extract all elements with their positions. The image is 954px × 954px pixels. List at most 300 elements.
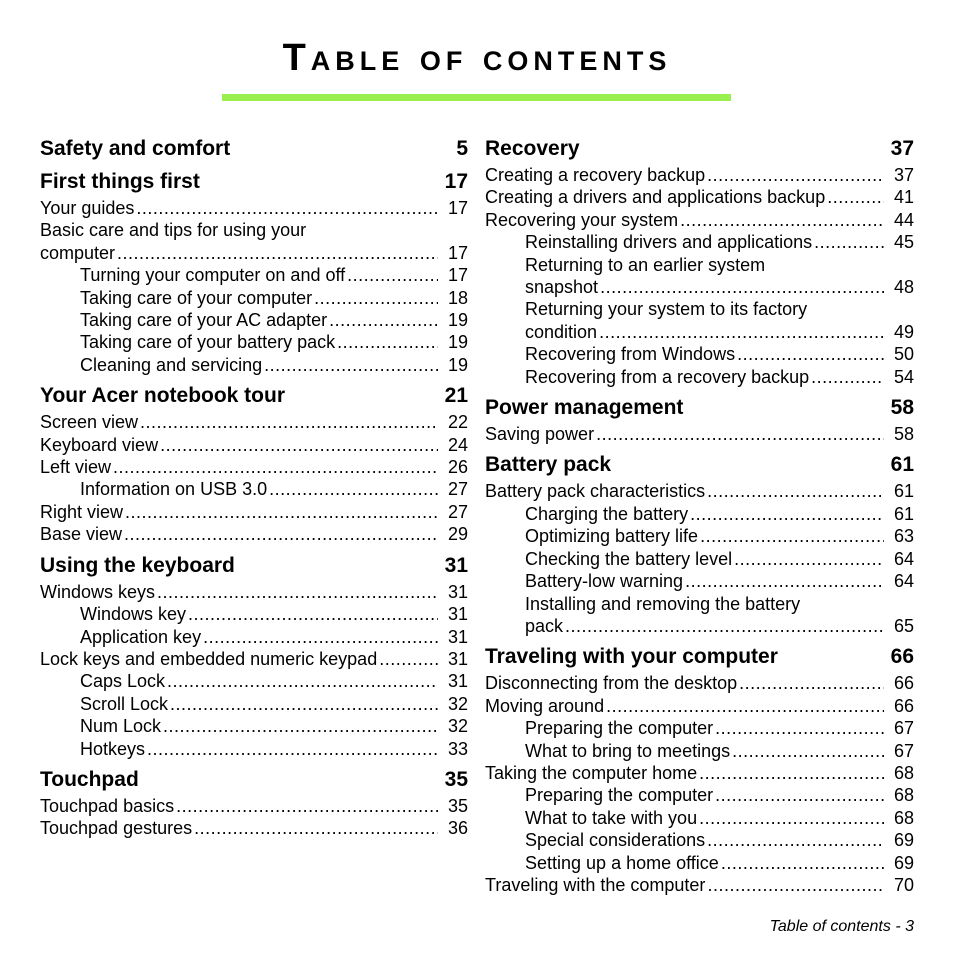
section-heading[interactable]	[485, 644, 914, 670]
entry-label-line	[525, 807, 886, 829]
toc-subentry[interactable]	[40, 478, 468, 500]
entry-label-line	[525, 343, 886, 365]
entry-page-number: 31	[447, 581, 468, 602]
entry-body	[40, 411, 440, 433]
entry-body	[40, 648, 440, 670]
dot-leader	[599, 321, 884, 343]
entry-body	[525, 829, 886, 851]
toc-entry[interactable]	[485, 672, 914, 694]
toc-subentry[interactable]	[485, 570, 914, 592]
entry-page-number: 35	[447, 795, 468, 816]
toc-subentry[interactable]	[485, 852, 914, 874]
section-heading[interactable]	[40, 767, 468, 793]
entry-label: Preparing the computer	[525, 785, 714, 806]
dot-leader	[734, 548, 884, 570]
entry-body	[40, 817, 440, 839]
entry-label: Taking care of your battery pack	[80, 332, 336, 353]
entry-body	[525, 343, 886, 365]
entry-label: Creating a drivers and applications backup	[485, 187, 826, 208]
toc-entry[interactable]	[485, 423, 914, 445]
entry-label-line1: Basic care and tips for using your	[40, 220, 307, 241]
entry-label: Scroll Lock	[80, 693, 169, 714]
toc-section	[485, 452, 914, 637]
dot-leader	[811, 366, 884, 388]
entry-body	[40, 456, 440, 478]
dot-leader	[147, 738, 438, 760]
entry-label-line	[80, 354, 440, 376]
entry-label-line1: Returning to an earlier system	[525, 254, 766, 275]
dot-leader	[188, 603, 438, 625]
dot-leader	[269, 478, 438, 500]
entry-page-number: 66	[893, 673, 914, 694]
entry-label-line	[80, 309, 440, 331]
entry-page-number: 31	[447, 604, 468, 625]
section-heading[interactable]	[485, 452, 914, 478]
entry-body	[80, 264, 440, 286]
section-title: Battery pack	[485, 453, 612, 477]
entry-label: What to bring to meetings	[525, 740, 731, 761]
entry-page-number: 22	[447, 412, 468, 433]
entry-label: Turning your computer on and off	[80, 265, 346, 286]
entry-body	[525, 852, 886, 874]
entry-label: Charging the battery	[525, 503, 689, 524]
toc-section	[485, 644, 914, 896]
section-page-number: 35	[444, 767, 468, 791]
dot-leader	[680, 209, 884, 231]
toc-subentry[interactable]	[40, 603, 468, 625]
toc-subentry[interactable]	[485, 298, 914, 343]
section-title: Traveling with your computer	[485, 645, 778, 669]
section-page-number: 58	[890, 396, 914, 420]
entry-label: Taking care of your computer	[80, 287, 313, 308]
entry-body	[40, 219, 440, 264]
toc-subentry[interactable]	[40, 626, 468, 648]
entry-page-number: 65	[893, 615, 914, 636]
section-page-number: 21	[444, 384, 468, 408]
toc-subentry[interactable]	[485, 525, 914, 547]
entry-label: Taking care of your AC adapter	[80, 310, 328, 331]
entry-label-line	[485, 164, 886, 186]
dot-leader	[827, 186, 884, 208]
toc-entry[interactable]	[485, 695, 914, 717]
entry-label: Keyboard view	[40, 434, 159, 455]
entry-body	[525, 503, 886, 525]
section-title: Your Acer notebook tour	[40, 384, 286, 408]
entry-label: Preparing the computer	[525, 718, 714, 739]
toc-subentry[interactable]	[40, 309, 468, 331]
toc-section	[40, 169, 468, 376]
section-heading[interactable]	[485, 395, 914, 421]
entry-page-number: 68	[893, 785, 914, 806]
entry-page-number: 54	[893, 366, 914, 387]
entry-body	[80, 693, 440, 715]
dot-leader	[814, 231, 884, 253]
entry-label-line	[80, 603, 440, 625]
entry-label-line	[40, 817, 440, 839]
dot-leader	[715, 717, 884, 739]
entry-page-number: 19	[447, 332, 468, 353]
entry-label: Reinstalling drivers and applications	[525, 232, 813, 253]
entry-body	[485, 164, 886, 186]
entry-label: pack	[525, 615, 564, 636]
entry-body	[485, 874, 886, 896]
entry-label: Application key	[80, 626, 202, 647]
toc-subentry[interactable]	[40, 670, 468, 692]
dot-leader	[739, 672, 884, 694]
entry-label: Taking the computer home	[485, 762, 698, 783]
entry-page-number: 37	[893, 165, 914, 185]
dot-leader	[160, 434, 438, 456]
toc-subentry[interactable]	[40, 354, 468, 376]
entry-page-number: 61	[893, 503, 914, 524]
entry-page-number: 18	[447, 287, 468, 308]
entry-body	[485, 209, 886, 231]
entry-body	[80, 354, 440, 376]
toc-subentry[interactable]	[485, 548, 914, 570]
section-heading[interactable]	[40, 553, 468, 579]
entry-body	[525, 298, 886, 343]
dot-leader	[176, 795, 438, 817]
entry-page-number: 19	[447, 310, 468, 331]
toc-entry[interactable]	[40, 501, 468, 523]
entry-label-line	[80, 478, 440, 500]
entry-page-number: 63	[893, 526, 914, 547]
toc-entry[interactable]	[485, 480, 914, 502]
dot-leader	[699, 807, 884, 829]
entry-label: Information on USB 3.0	[80, 479, 268, 500]
toc-subentry[interactable]	[40, 715, 468, 737]
toc-entry[interactable]	[40, 523, 468, 545]
dot-leader	[264, 354, 438, 376]
section-title: Using the keyboard	[40, 553, 235, 577]
entry-page-number: 31	[447, 671, 468, 692]
entry-label: Windows keys	[40, 581, 156, 602]
entry-label-line	[525, 366, 886, 388]
toc-section	[40, 136, 468, 162]
section-page-number: 17	[444, 170, 468, 193]
dot-leader	[167, 670, 438, 692]
toc-section	[40, 767, 468, 840]
toc-entry[interactable]	[485, 209, 914, 231]
entry-label: Battery-low warning	[525, 571, 684, 592]
entry-page-number: 67	[893, 740, 914, 761]
entry-page-number: 67	[893, 718, 914, 739]
dot-leader	[721, 852, 884, 874]
entry-body	[80, 331, 440, 353]
entry-page-number: 36	[447, 818, 468, 839]
entry-label-line1: Returning your system to its factory	[525, 299, 808, 320]
entry-label-line	[80, 626, 440, 648]
entry-label-line	[485, 695, 886, 717]
entry-page-number: 45	[893, 232, 914, 253]
entry-label: Hotkeys	[80, 738, 146, 759]
entry-label: computer	[40, 242, 116, 263]
dot-leader	[157, 581, 438, 603]
entry-body	[525, 784, 886, 806]
section-heading[interactable]	[40, 136, 468, 162]
entry-body	[80, 738, 440, 760]
entry-body	[525, 525, 886, 547]
entry-label: Creating a recovery backup	[485, 165, 706, 185]
section-title: Power management	[485, 396, 684, 420]
entry-label: Screen view	[40, 412, 139, 433]
entry-page-number: 26	[447, 457, 468, 478]
entry-label-line	[485, 874, 886, 896]
entry-label: Right view	[40, 501, 124, 522]
entry-page-number: 31	[447, 626, 468, 647]
toc-entry[interactable]	[40, 795, 468, 817]
entry-page-number: 64	[893, 548, 914, 569]
entry-body	[525, 807, 886, 829]
entry-body	[525, 254, 886, 299]
entry-page-number: 27	[447, 501, 468, 522]
entry-label-line	[40, 242, 440, 264]
entry-label-line	[40, 795, 440, 817]
entry-page-number: 17	[447, 242, 468, 263]
toc-subentry[interactable]	[40, 331, 468, 353]
dot-leader	[600, 276, 884, 298]
toc-subentry[interactable]	[485, 807, 914, 829]
entry-page-number: 32	[447, 693, 468, 714]
section-page-number: 37	[890, 137, 914, 160]
entry-page-number: 58	[893, 424, 914, 445]
entry-label-line	[40, 197, 440, 219]
toc-subentry[interactable]	[485, 254, 914, 299]
toc-subentry[interactable]	[40, 264, 468, 286]
entry-label: condition	[525, 321, 598, 342]
toc-subentry[interactable]	[40, 287, 468, 309]
toc-entry[interactable]	[485, 762, 914, 784]
section-page-number: 5	[456, 137, 468, 160]
entry-label: Saving power	[485, 424, 595, 445]
toc-entry[interactable]	[40, 434, 468, 456]
toc-subentry[interactable]	[485, 717, 914, 739]
entry-body	[485, 695, 886, 717]
toc-entry[interactable]	[40, 219, 468, 264]
section-page-number: 31	[444, 553, 468, 577]
entry-label: Setting up a home office	[525, 852, 719, 873]
entry-body	[525, 548, 886, 570]
entry-body	[40, 581, 440, 603]
entry-page-number: 68	[893, 762, 914, 783]
toc-entry[interactable]	[40, 817, 468, 839]
dot-leader	[347, 264, 438, 286]
entry-body	[40, 197, 440, 219]
entry-label-line	[525, 321, 886, 343]
entry-label-line	[40, 648, 440, 670]
dot-leader	[565, 615, 884, 637]
entry-page-number: 17	[447, 198, 468, 218]
entry-label: Disconnecting from the desktop	[485, 673, 738, 694]
entry-label-line	[525, 276, 886, 298]
toc-entry[interactable]	[485, 186, 914, 208]
entry-label-line	[525, 829, 886, 851]
toc-subentry[interactable]	[40, 693, 468, 715]
entry-body	[80, 715, 440, 737]
toc-section	[485, 136, 914, 388]
entry-label-line	[40, 523, 440, 545]
entry-page-number: 17	[447, 265, 468, 286]
entry-body	[485, 186, 886, 208]
toc-subentry[interactable]	[485, 740, 914, 762]
dot-leader	[685, 570, 884, 592]
section-heading[interactable]	[485, 136, 914, 162]
toc-subentry[interactable]	[485, 593, 914, 638]
toc-entry[interactable]	[40, 197, 468, 219]
entry-body	[40, 523, 440, 545]
toc-subentry[interactable]	[485, 503, 914, 525]
entry-label: Moving around	[485, 695, 605, 716]
dot-leader	[715, 784, 884, 806]
entry-label-line	[40, 581, 440, 603]
entry-body	[485, 480, 886, 502]
dot-leader	[163, 715, 438, 737]
entry-label-line	[525, 852, 886, 874]
dot-leader	[203, 626, 438, 648]
entry-label-line	[80, 264, 440, 286]
entry-label-line	[485, 209, 886, 231]
entry-label: Recovering from Windows	[525, 344, 736, 365]
entry-label: What to take with you	[525, 807, 698, 828]
dot-leader	[690, 503, 884, 525]
entry-label: Lock keys and embedded numeric keypad	[40, 648, 378, 669]
entry-label: Left view	[40, 457, 112, 478]
entry-page-number: 70	[893, 874, 914, 895]
entry-body	[525, 593, 886, 638]
toc-subentry[interactable]	[485, 829, 914, 851]
entry-label-line	[525, 503, 886, 525]
entry-label-line	[525, 615, 886, 637]
dot-leader	[379, 648, 438, 670]
entry-body	[80, 287, 440, 309]
entry-label: Cleaning and servicing	[80, 354, 263, 375]
entry-page-number: 68	[893, 807, 914, 828]
entry-page-number: 33	[447, 738, 468, 759]
dot-leader	[606, 695, 884, 717]
dot-leader	[314, 287, 438, 309]
entry-body	[40, 434, 440, 456]
title-underline	[222, 94, 731, 101]
entry-label: Base view	[40, 524, 123, 545]
entry-page-number: 29	[447, 524, 468, 545]
entry-page-number: 61	[893, 481, 914, 502]
entry-label: Touchpad gestures	[40, 818, 193, 839]
page-title: Table of contents	[282, 37, 672, 79]
entry-label: snapshot	[525, 277, 599, 298]
entry-body	[40, 795, 440, 817]
entry-page-number: 50	[893, 344, 914, 365]
section-heading[interactable]	[40, 383, 468, 409]
dot-leader	[707, 164, 884, 186]
entry-body	[525, 366, 886, 388]
entry-label-line	[40, 501, 440, 523]
toc-section	[485, 395, 914, 445]
toc-subentry[interactable]	[40, 738, 468, 760]
toc-section	[40, 553, 468, 760]
dot-leader	[117, 242, 438, 264]
dot-leader	[124, 523, 438, 545]
dot-leader	[329, 309, 438, 331]
entry-label-line	[80, 287, 440, 309]
entry-page-number: 27	[447, 479, 468, 500]
entry-label: Recovering from a recovery backup	[525, 366, 810, 387]
entry-label: Recovering your system	[485, 209, 679, 230]
toc-subentry[interactable]	[485, 343, 914, 365]
dot-leader	[707, 480, 884, 502]
toc-subentry[interactable]	[485, 366, 914, 388]
entry-label-line	[40, 434, 440, 456]
entry-label-line	[525, 548, 886, 570]
entry-label: Windows key	[80, 604, 187, 625]
toc-entry[interactable]	[40, 456, 468, 478]
entry-page-number: 69	[893, 830, 914, 851]
entry-label-line	[80, 670, 440, 692]
dot-leader	[194, 817, 438, 839]
toc-entry[interactable]	[40, 411, 468, 433]
footer-text: Table of contents -	[769, 918, 906, 935]
toc-entry[interactable]	[40, 581, 468, 603]
entry-page-number: 48	[893, 277, 914, 298]
section-heading[interactable]	[40, 169, 468, 195]
entry-body	[525, 740, 886, 762]
entry-page-number: 32	[447, 716, 468, 737]
entry-label: Num Lock	[80, 716, 162, 737]
toc-entry[interactable]	[40, 648, 468, 670]
entry-body	[80, 603, 440, 625]
entry-page-number: 41	[893, 187, 914, 208]
dot-leader	[699, 762, 884, 784]
dot-leader	[700, 525, 884, 547]
dot-leader	[732, 740, 884, 762]
entry-page-number: 69	[893, 852, 914, 873]
entry-page-number: 64	[893, 571, 914, 592]
toc-entry[interactable]	[485, 874, 914, 896]
toc-entry[interactable]	[485, 164, 914, 186]
entry-label: Caps Lock	[80, 671, 166, 692]
entry-label-line1: Installing and removing the battery	[525, 593, 801, 614]
entry-label-line	[525, 570, 886, 592]
dot-leader	[707, 874, 884, 896]
toc-column-left	[40, 136, 468, 847]
entry-label-line	[525, 740, 886, 762]
entry-label: Battery pack characteristics	[485, 481, 706, 502]
entry-label-line	[525, 231, 886, 253]
section-page-number: 66	[890, 645, 914, 669]
entry-label-line	[80, 715, 440, 737]
entry-label: Your guides	[40, 198, 135, 218]
entry-body	[485, 423, 886, 445]
entry-body	[80, 309, 440, 331]
toc-subentry[interactable]	[485, 784, 914, 806]
entry-body	[40, 501, 440, 523]
entry-label-line	[485, 672, 886, 694]
dot-leader	[596, 423, 884, 445]
toc-subentry[interactable]	[485, 231, 914, 253]
entry-body	[525, 231, 886, 253]
section-title: First things first	[40, 170, 200, 193]
dot-leader	[140, 411, 438, 433]
section-title: Recovery	[485, 137, 580, 160]
entry-page-number: 49	[893, 321, 914, 342]
entry-label-line	[80, 331, 440, 353]
entry-body	[525, 717, 886, 739]
entry-label: Touchpad basics	[40, 795, 175, 816]
entry-page-number: 19	[447, 354, 468, 375]
dot-leader	[707, 829, 884, 851]
section-page-number: 61	[890, 453, 914, 477]
toc-column-right	[485, 136, 914, 903]
dot-leader	[113, 456, 438, 478]
